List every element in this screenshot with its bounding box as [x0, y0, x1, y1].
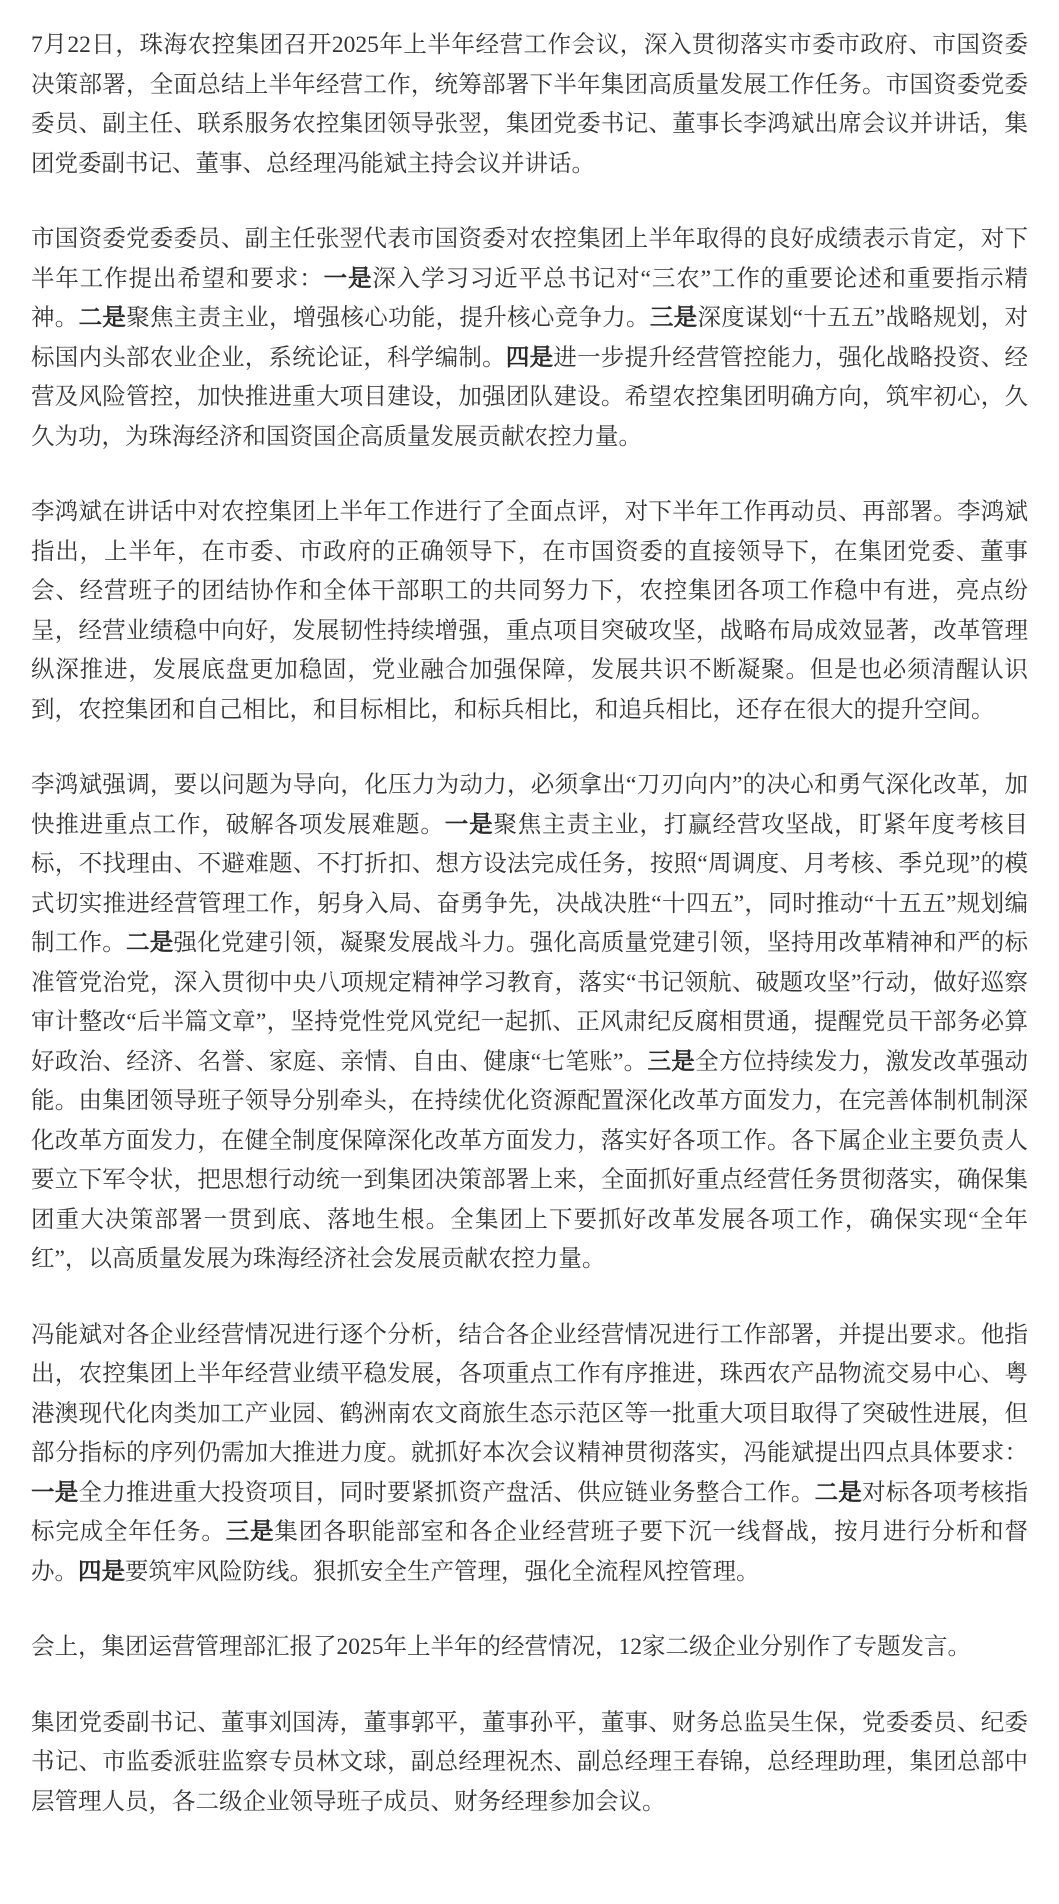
text-segment: 集团各职能部室和各企业经营班子要下沉一线督战，按月进行分析和督办。: [31, 1519, 1029, 1585]
bold-ordinal: 四是: [78, 1558, 125, 1585]
bold-ordinal: 四是: [505, 344, 554, 371]
bold-ordinal: 二是: [814, 1479, 863, 1506]
bold-ordinal: 三是: [225, 1519, 275, 1545]
text-segment: 集团党委副书记、董事刘国涛，董事郭平，董事孙平，董事、财务总监吴生保，党委委员、纪委书记、市监委派驻监察专员林文球，副总经理祝杰、副总经理王春锦，总经理助理，集团总部中层管理人员，各二级企业领导班子成员、财务经理参加会议。: [31, 1709, 1028, 1815]
paragraph-5: [31, 1316, 1028, 1593]
text-segment: 李鸿斌在讲话中对农控集团上半年工作进行了全面点评，对下半年工作再动员、再部署。李鸿斌指出，上半年，在市委、市政府的正确领导下，在市国资委的直接领导下，在集团党委、董事会、经营班子的团结协作和全体干部职工的共同努力下，农控集团各项工作稳中有进，亮点纷呈，经营业绩稳中向好，发展韧性持续增强，重点项目突破攻坚，战略布局成效显著，改革管理纵深推进，发展底盘更加稳固，党业融合加强保障，发展共识不断凝聚。但是也必须清醒认识到，农控集团和自己相比，和目标相比，和标兵相比，和追兵相比，还存在很大的提升空间。: [31, 499, 1028, 723]
text-segment: 深入学习习近平总书记对“三农”工作的重要论述和重要指示精神。: [31, 265, 1028, 331]
text-segment: 强化党建引领，凝聚发展战斗力。强化高质量党建引领，坚持用改革精神和严的标准管党治党，深入贯彻中央八项规定精神学习教育，落实“书记领航、破题攻坚”行动，做好巡察审计整改“后半篇文章”，坚持党性党风党纪一起抓、正风肃纪反腐相贯通，提醒党员干部务必算好政治、经济、名誉、家庭、亲情、自由、健康“七笔账”。: [31, 930, 1029, 1075]
text-segment: 聚焦主责主业，增强核心功能，提升核心竞争力。: [126, 305, 650, 331]
text-segment: 深度谋划“十五五”战略规划，对标国内头部农业企业，系统论证，科学编制。: [31, 305, 1029, 371]
bold-ordinal: 一是: [444, 811, 494, 838]
paragraph-1: [31, 26, 1028, 184]
text-segment: 进一步提升经营管控能力，强化战略投资、经营及风险管控，加快推进重大项目建设，加强团队建设。希望农控集团明确方向，筑牢初心，久久为功，为珠海经济和国资国企高质量发展贡献农控力量。: [31, 344, 1029, 450]
text-segment: 聚焦主责主业，打赢经营攻坚战，盯紧年度考核目标，不找理由、不避难题、不打折扣、想方设法完成任务，按照“周调度、月考核、季兑现”的模式切实推进经营管理工作，躬身入局、奋勇争先，决战决胜“十四五”，同时推动“十五五”规划编制工作。: [31, 811, 1029, 956]
text-segment: 会上，集团运营管理部汇报了2025年上半年的经营情况，12家二级企业分别作了专题发言。: [31, 1634, 971, 1660]
paragraph-7: [31, 1704, 1028, 1823]
text-segment: 冯能斌对各企业经营情况进行逐个分析，结合各企业经营情况进行工作部署，并提出要求。他指出，农控集团上半年经营业绩平稳发展，各项重点工作有序推进，珠西农产品物流交易中心、粤港澳现代化肉类加工产业园、鹤洲南农文商旅生态示范区等一批重大项目取得了突破性进展，但部分指标的序列仍需加大推进力度。就抓好本次会议精神贯彻落实，冯能斌提出四点具体要求：: [31, 1321, 1028, 1466]
paragraph-6: [31, 1628, 1028, 1668]
text-segment: 李鸿斌强调，要以问题为导向，化压力为动力，必须拿出“刀刃向内”的决心和勇气深化改革，加快推进重点工作，破解各项发展难题。: [31, 772, 1028, 838]
bold-ordinal: 一是: [323, 265, 373, 292]
text-segment: 7月22日，珠海农控集团召开2025年上半年经营工作会议，深入贯彻落实市委市政府、市国资委决策部署，全面总结上半年经营工作，统筹部署下半年集团高质量发展工作任务。市国资委党委委员、副主任、联系服务农控集团领导张翌，集团党委书记、董事长李鸿斌出席会议并讲话，集团党委副书记、董事、总经理冯能斌主持会议并讲话。: [31, 32, 1028, 177]
text-segment: 要筑牢风险防线。狠抓安全生产管理，强化全流程风控管理。: [125, 1558, 760, 1585]
bold-ordinal: 二是: [78, 305, 127, 331]
text-segment: 全方位持续发力，激发改革强动能。由集团领导班子领导分别牵头，在持续优化资源配置深化改革方面发力，在完善体制机制深化改革方面发力，在健全制度保障深化改革方面发力，落实好各项工作。各下属企业主要负责人要立下军令状，把思想行动统一到集团决策部署上来，全面抓好重点经营任务贯彻落实，确保集团重大决策部署一贯到底、落地生根。全集团上下要抓好改革发展各项工作，确保实现“全年红”，以高质量发展为珠海经济社会发展贡献农控力量。: [31, 1048, 1029, 1272]
bold-ordinal: 一是: [31, 1479, 79, 1506]
text-segment: 全力推进重大投资项目，同时要紧抓资产盘活、供应链业务整合工作。: [78, 1479, 815, 1506]
bold-ordinal: 二是: [125, 930, 174, 956]
text-segment: 对标各项考核指标完成全年任务。: [31, 1479, 1029, 1545]
text-segment: 市国资委党委委员、副主任张翌代表市国资委对农控集团上半年取得的良好成绩表示肯定，对下半年工作提出希望和要求：: [31, 226, 1028, 292]
paragraph-4: [31, 766, 1028, 1280]
bold-ordinal: 三是: [647, 1048, 696, 1075]
paragraph-2: [31, 220, 1028, 457]
bold-ordinal: 三是: [649, 305, 698, 331]
paragraph-3: [31, 493, 1028, 730]
